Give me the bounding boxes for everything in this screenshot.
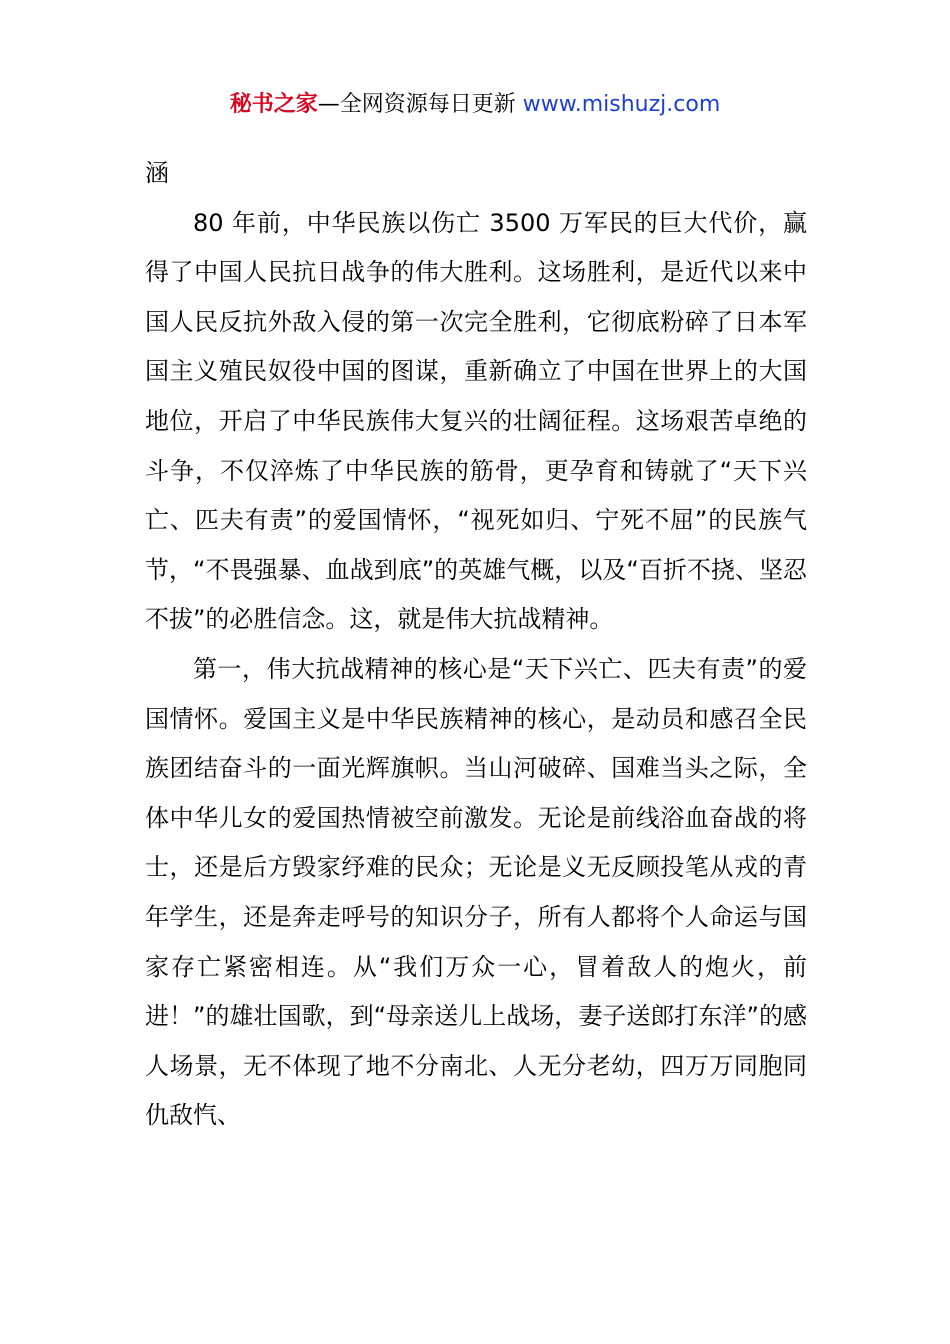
paragraph-victory: 80 年前，中华民族以伤亡 3500 万军民的巨大代价，赢得了中国人民抗日战争的伟大胜利。这场胜利，是近代以来中国人民反抗外敌入侵的第一次完全胜利，它彻底粉碎了日本军国主义殖民奴役中国的图谋，重新确立了中国在世界上的大国地位，开启了中华民族伟大复兴的壮阔征程。这场艰苦卓绝的斗争，不仅淬炼了中华民族的筋骨，更孕育和铸就了“天下兴亡、匹夫有责”的爱国情怀，“视死如归、宁死不屈”的民族气节，“不畏强暴、血战到底”的英雄气概，以及“百折不挠、坚忍不拔”的必胜信念。这，就是伟大抗战精神。 xyxy=(145,208,807,634)
document-body xyxy=(145,149,807,1141)
paragraph-first-point: 第一，伟大抗战精神的核心是“天下兴亡、匹夫有责”的爱国情怀。爱国主义是中华民族精神的核心，是动员和感召全民族团结奋斗的一面光辉旗帜。当山河破碎、国难当头之际，全体中华儿女的爱国热情被空前激发。无论是前线浴血奋战的将士，还是后方毁家纾难的民众；无论是义无反顾投笔从戎的青年学生，还是奔走呼号的知识分子，所有人都将个人命运与国家存亡紧密相连。从“我们万众一心，冒着敌人的炮火，前进！”的雄壮国歌，到“母亲送儿上战场，妻子送郎打东洋”的感人场景，无不体现了地不分南北、人无分老幼，四万万同胞同仇敌忾、 xyxy=(145,654,807,1130)
paragraph-continuation: 涵 xyxy=(145,159,169,187)
page-header xyxy=(0,88,950,122)
header-slogan: —全网资源每日更新 xyxy=(317,92,523,117)
brand-name: 秘书之家 xyxy=(229,92,318,117)
website-link[interactable]: www.mishuzj.com xyxy=(522,92,721,117)
